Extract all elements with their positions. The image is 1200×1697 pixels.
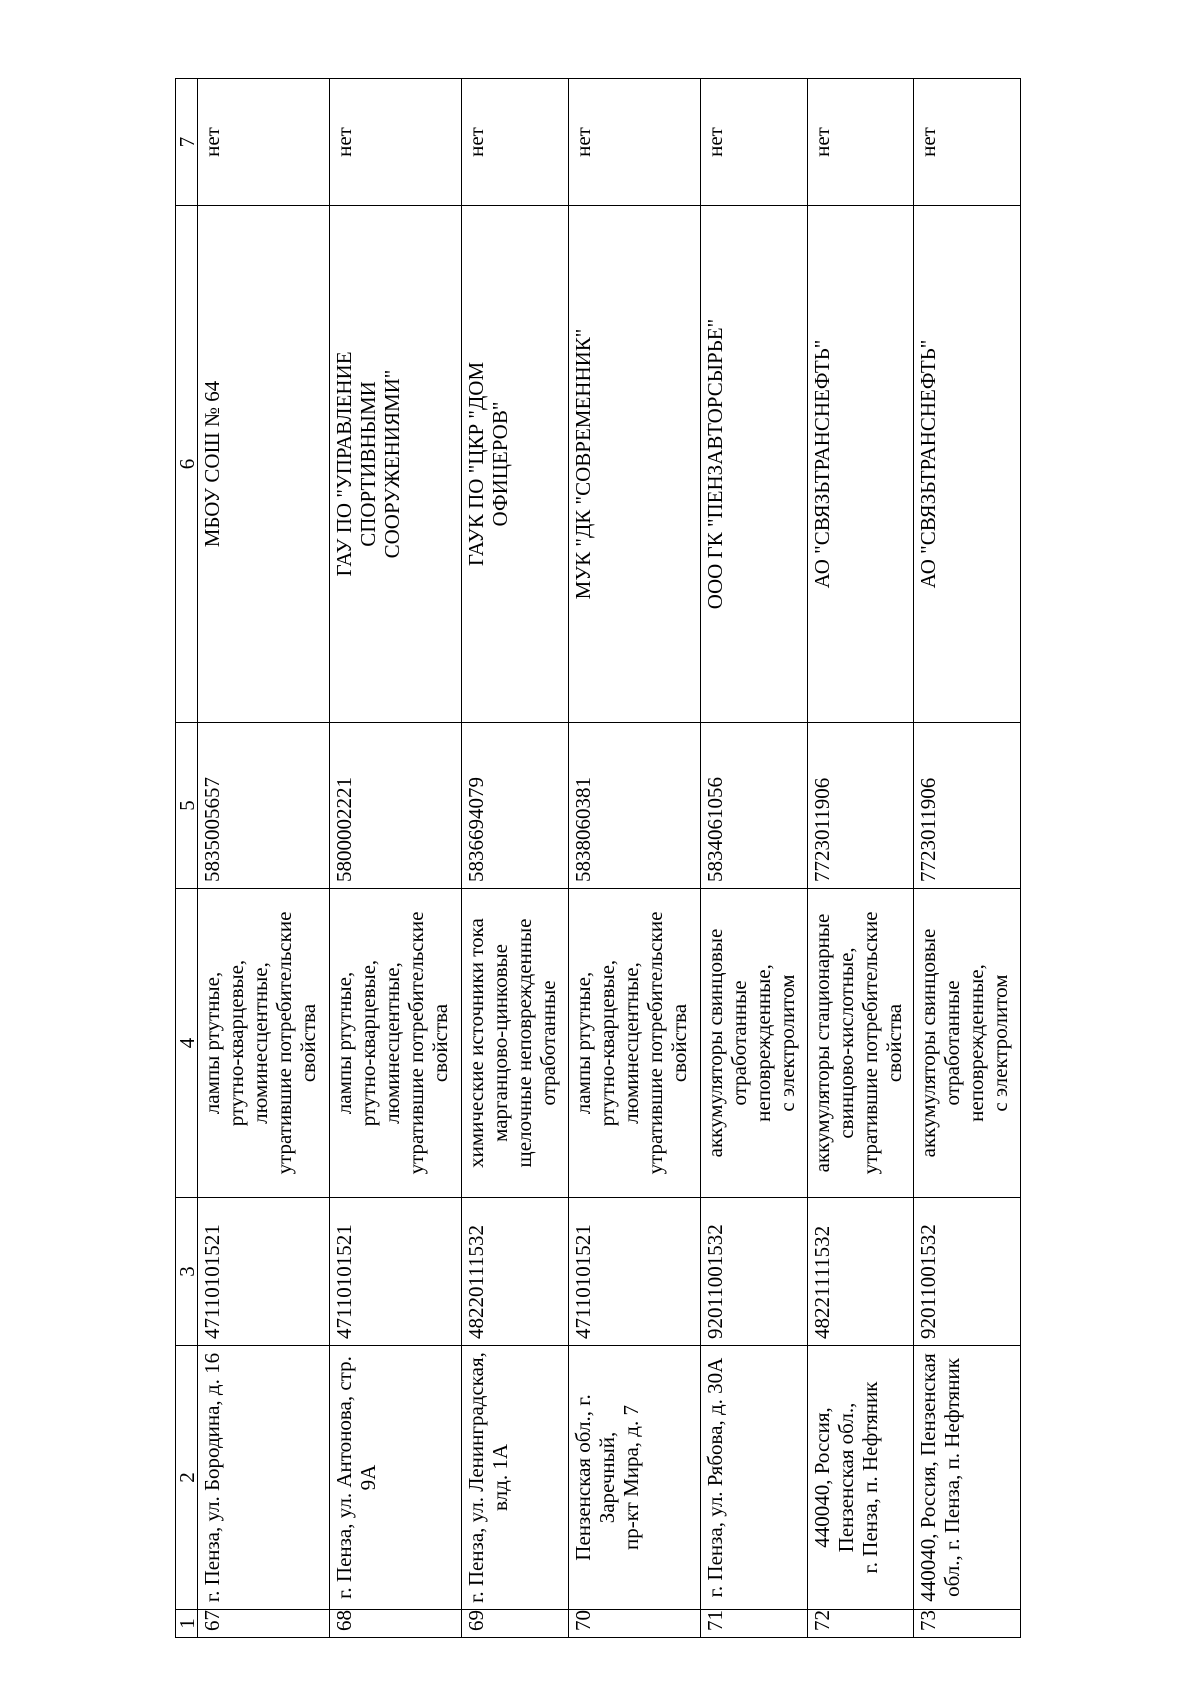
row-number-cell: 68 [330,1610,462,1638]
table-row [914,79,1021,1638]
waste-name-cell: лампы ртутные, ртутно-кварцевые, люминесцентные, утратившие потребительские свойства [198,889,330,1198]
column-number: 6 [176,206,198,723]
column-number: 1 [176,1610,198,1638]
row-number-cell: 71 [700,1610,807,1638]
row-number-cell: 70 [568,1610,700,1638]
flag-cell: нет [330,79,462,206]
table-row [198,79,330,1638]
table-row [568,79,700,1638]
table-row [330,79,462,1638]
organization-cell: ГАУК ПО "ЦКР "ДОМ ОФИЦЕРОВ" [462,206,569,723]
column-number: 7 [176,79,198,206]
inn-cell: 7723011906 [807,723,914,889]
inn-cell: 5835005657 [198,723,330,889]
rotated-page [175,79,1021,1638]
flag-cell: нет [568,79,700,206]
waste-code-cell: 47110101521 [568,1198,700,1346]
flag-cell: нет [198,79,330,206]
row-number-cell: 69 [462,1610,569,1638]
organization-cell: АО "СВЯЗЬТРАНСНЕФТЬ" [914,206,1021,723]
waste-code-cell: 47110101521 [330,1198,462,1346]
table-row [700,79,807,1638]
inn-cell: 7723011906 [914,723,1021,889]
waste-code-cell: 48220111532 [462,1198,569,1346]
row-number-cell: 73 [914,1610,1021,1638]
inn-cell: 5838060381 [568,723,700,889]
waste-code-cell: 92011001532 [914,1198,1021,1346]
waste-code-cell: 92011001532 [700,1198,807,1346]
waste-name-cell: аккумуляторы стационарные свинцово-кислотные, утратившие потребительские свойства [807,889,914,1198]
inn-cell: 5800002221 [330,723,462,889]
organization-cell: ООО ГК "ПЕНЗАВТОРСЫРЬЕ" [700,206,807,723]
address-cell: г. Пенза, ул. Бородина, д. 16 [198,1346,330,1610]
column-number-row [176,79,198,1638]
address-cell: г. Пенза, ул. Рябова, д. 30А [700,1346,807,1610]
waste-code-cell: 48221111532 [807,1198,914,1346]
address-cell: 440040, Россия, Пензенская обл., г. Пенза, п. Нефтяник [807,1346,914,1610]
table-row [807,79,914,1638]
address-cell: 440040, Россия, Пензенская обл., г. Пенза, п. Нефтяник [914,1346,1021,1610]
organization-cell: ГАУ ПО "УПРАВЛЕНИЕ СПОРТИВНЫМИ СООРУЖЕНИЯМИ" [330,206,462,723]
address-cell: г. Пенза, ул. Антонова, стр. 9А [330,1346,462,1610]
address-cell: Пензенская обл., г. Заречный, пр-кт Мира, д. 7 [568,1346,700,1610]
inn-cell: 5834061056 [700,723,807,889]
organization-cell: МБОУ СОШ № 64 [198,206,330,723]
flag-cell: нет [807,79,914,206]
row-number-cell: 72 [807,1610,914,1638]
flag-cell: нет [914,79,1021,206]
organization-cell: МУК "ДК "СОВРЕМЕННИК" [568,206,700,723]
table-row [462,79,569,1638]
column-number: 5 [176,723,198,889]
column-number: 3 [176,1198,198,1346]
inn-cell: 5836694079 [462,723,569,889]
row-number-cell: 67 [198,1610,330,1638]
column-number: 4 [176,889,198,1198]
waste-name-cell: лампы ртутные, ртутно-кварцевые, люминесцентные, утратившие потребительские свойства [330,889,462,1198]
flag-cell: нет [462,79,569,206]
waste-name-cell: лампы ртутные, ртутно-кварцевые, люминесцентные, утратившие потребительские свойства [568,889,700,1198]
waste-name-cell: аккумуляторы свинцовые отработанные неповрежденные, с электролитом [914,889,1021,1198]
waste-table [175,78,1021,1638]
flag-cell: нет [700,79,807,206]
waste-name-cell: аккумуляторы свинцовые отработанные неповрежденные, с электролитом [700,889,807,1198]
waste-name-cell: химические источники тока марганцово-цинковые щелочные неповрежденные отработанные [462,889,569,1198]
waste-code-cell: 47110101521 [198,1198,330,1346]
organization-cell: АО "СВЯЗЬТРАНСНЕФТЬ" [807,206,914,723]
column-number: 2 [176,1346,198,1610]
address-cell: г. Пенза, ул. Ленинградская, влд. 1А [462,1346,569,1610]
